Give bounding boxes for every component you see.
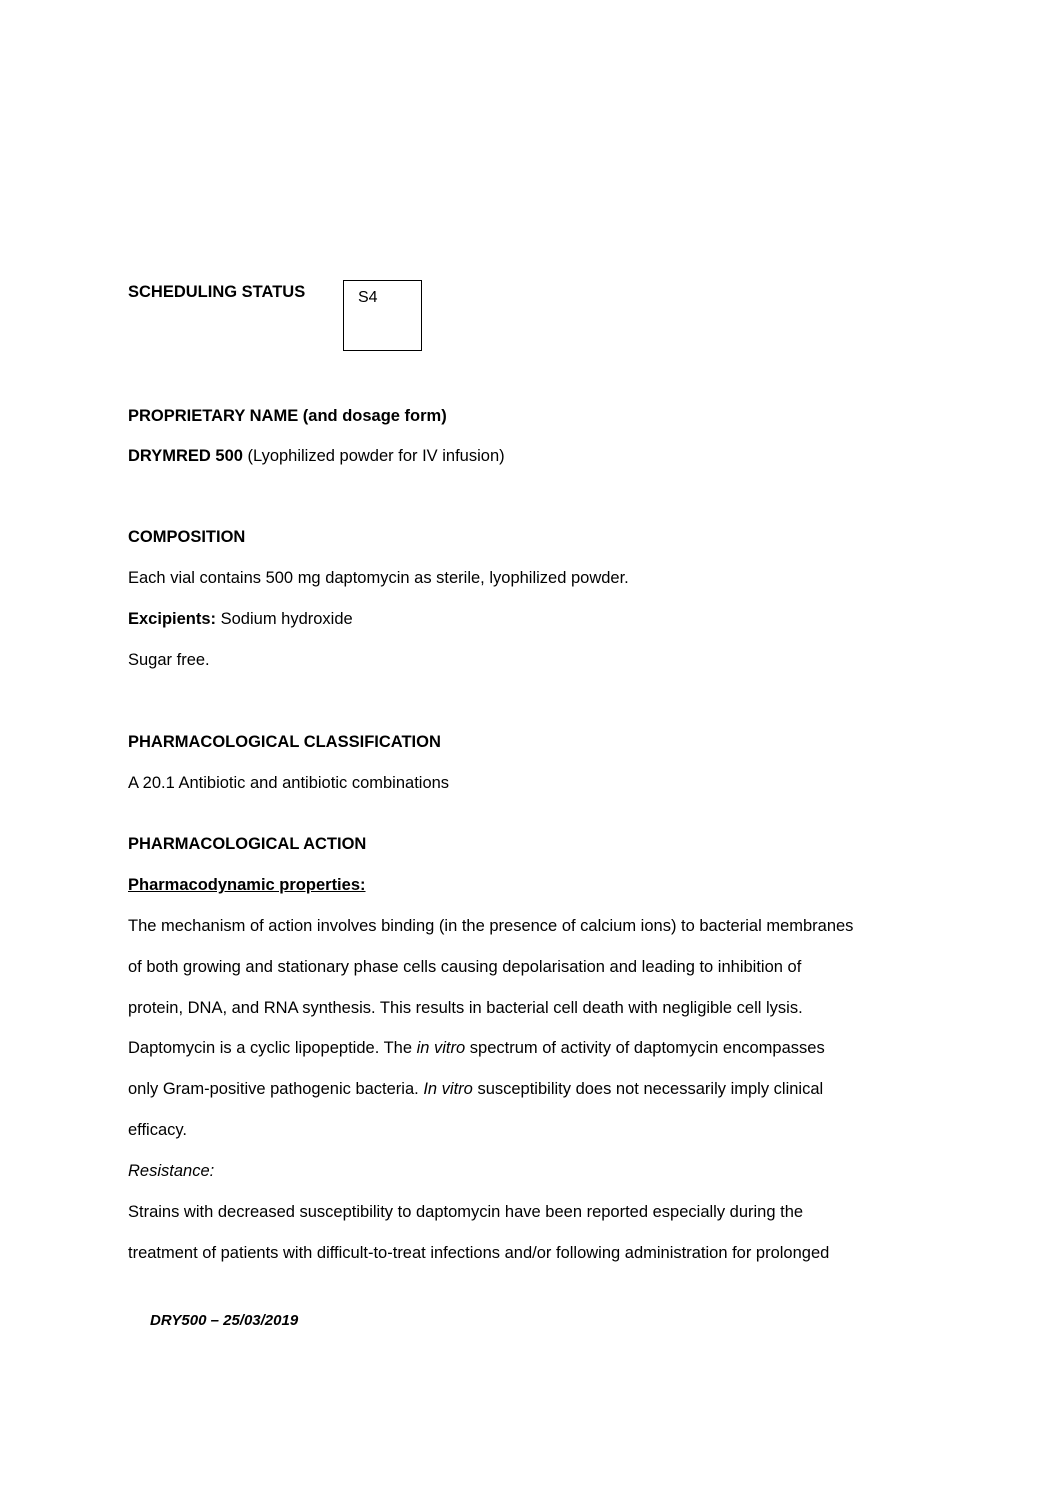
classification-text: A 20.1 Antibiotic and antibiotic combinations: [128, 774, 450, 792]
scheduling-status-value: S4: [358, 289, 378, 306]
composition-heading: COMPOSITION: [128, 528, 246, 546]
text-run: Daptomycin is a cyclic lipopeptide. The: [128, 1039, 417, 1057]
italic-term: In vitro: [423, 1080, 473, 1098]
paragraph-line: The mechanism of action involves binding (in the presence of calcium ions) to bacterial membranes: [128, 917, 854, 935]
excipients-line: [128, 609, 353, 629]
excipients-label: Excipients:: [128, 610, 217, 628]
product-name: DRYMRED 500: [128, 447, 243, 465]
composition-line: Each vial contains 500 mg daptomycin as sterile, lyophilized powder.: [128, 569, 629, 587]
proprietary-heading: PROPRIETARY NAME (and dosage form): [128, 407, 447, 425]
pharmacodynamic-subheading: Pharmacodynamic properties:: [128, 876, 366, 894]
sugar-free-line: Sugar free.: [128, 651, 210, 669]
action-heading: PHARMACOLOGICAL ACTION: [128, 835, 367, 853]
text-run: susceptibility does not necessarily imply clinical: [472, 1080, 824, 1098]
paragraph-line: [128, 1038, 825, 1058]
excipients-value: Sodium hydroxide: [216, 610, 353, 628]
paragraph-line: of both growing and stationary phase cells causing depolarisation and leading to inhibition of: [128, 958, 802, 976]
paragraph-line: efficacy.: [128, 1121, 187, 1139]
paragraph-line: [128, 1079, 823, 1099]
paragraph-line: Strains with decreased susceptibility to daptomycin have been reported especially during the: [128, 1203, 804, 1221]
footer-document-code: DRY500 – 25/03/2019: [150, 1312, 299, 1329]
proprietary-line: [128, 446, 505, 466]
scheduling-status-label: SCHEDULING STATUS: [128, 283, 306, 301]
resistance-heading: Resistance:: [128, 1162, 215, 1180]
dosage-form: (Lyophilized powder for IV infusion): [242, 447, 505, 465]
text-run: spectrum of activity of daptomycin encompasses: [465, 1039, 825, 1057]
paragraph-line: protein, DNA, and RNA synthesis. This results in bacterial cell death with negligible cell lysis.: [128, 999, 803, 1017]
italic-term: in vitro: [416, 1039, 466, 1057]
scheduling-status-box: [343, 280, 422, 351]
classification-heading: PHARMACOLOGICAL CLASSIFICATION: [128, 733, 441, 751]
text-run: only Gram-positive pathogenic bacteria.: [128, 1080, 424, 1098]
paragraph-line: treatment of patients with difficult-to-treat infections and/or following administration for prolonged: [128, 1244, 830, 1262]
